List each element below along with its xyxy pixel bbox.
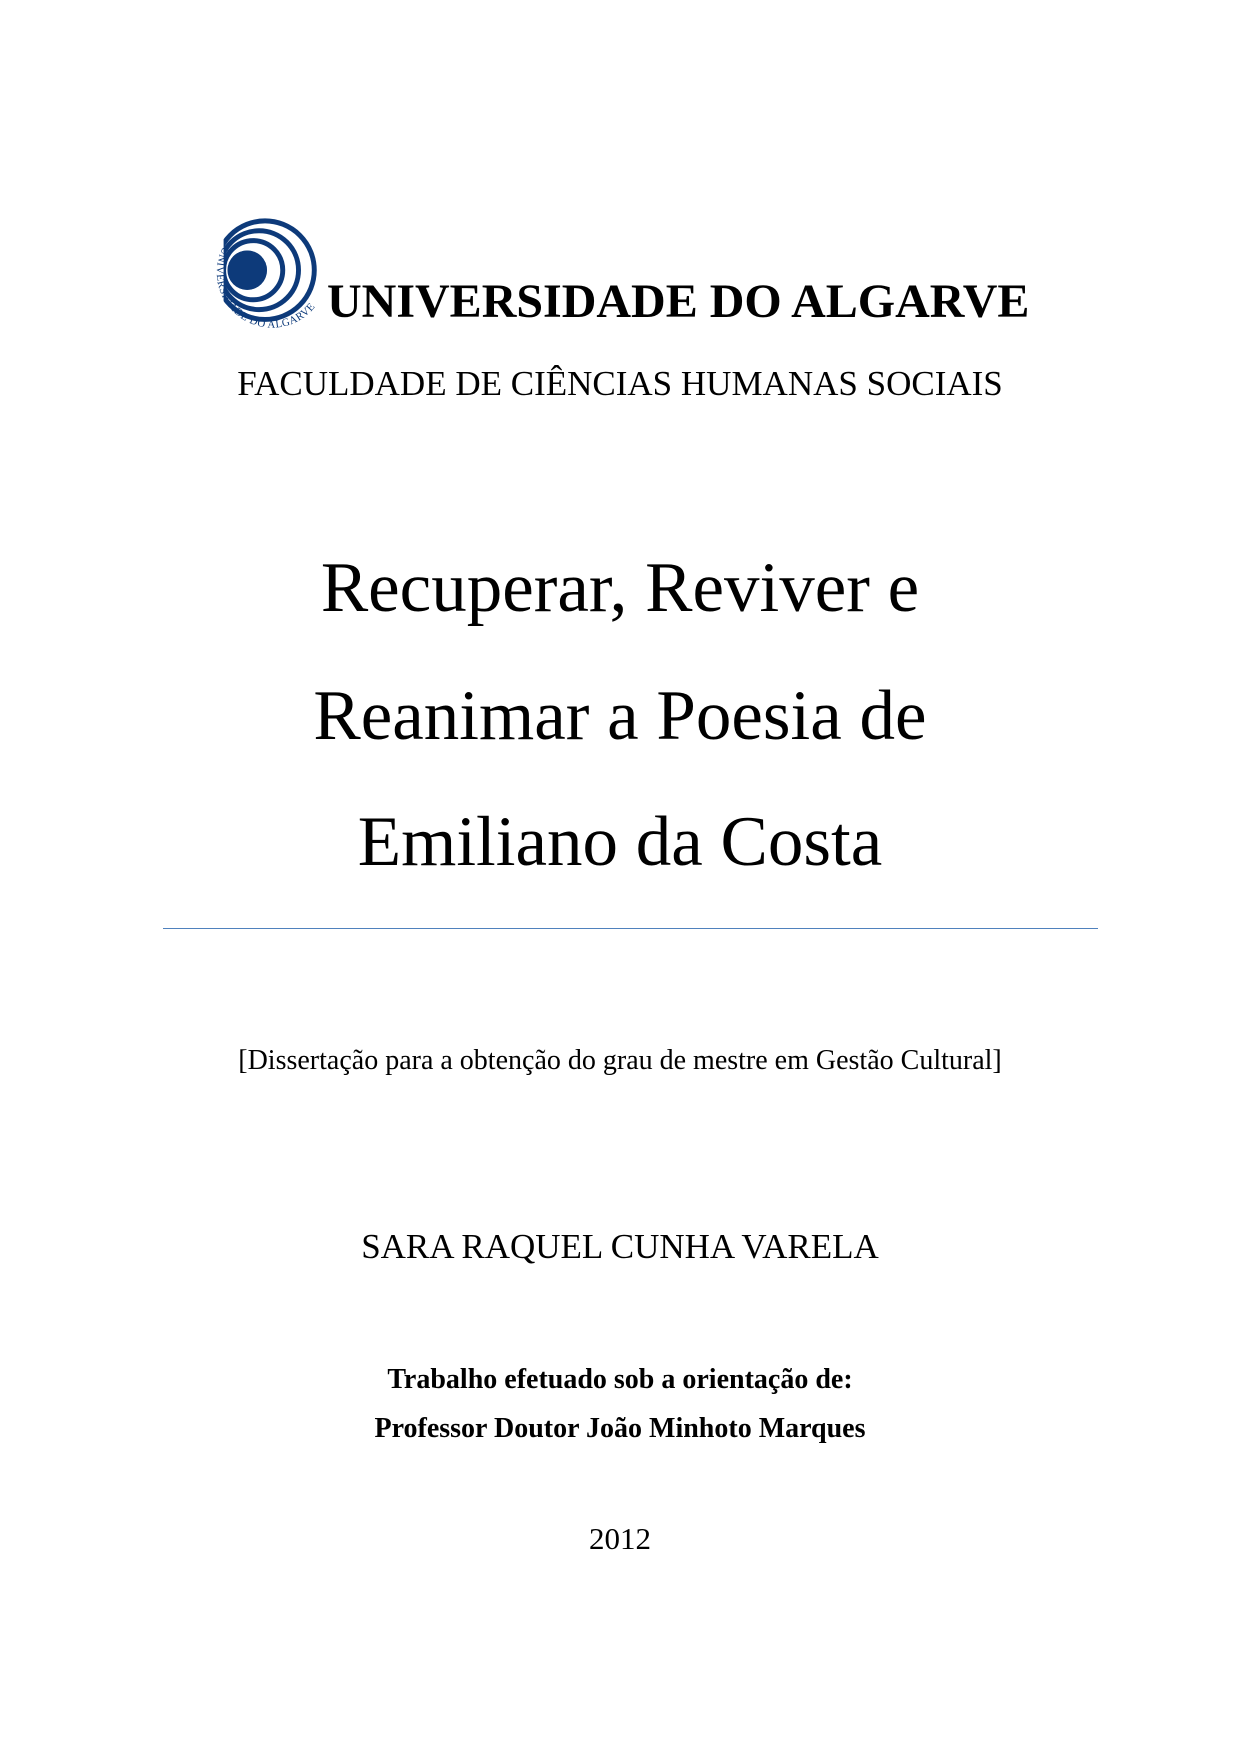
supervision-label: Trabalho efetuado sob a orientação de: xyxy=(387,1364,853,1395)
dissertation-subtitle: [Dissertação para a obtenção do grau de mestre em Gestão Cultural] xyxy=(238,1045,1002,1076)
supervisor-name: Professor Doutor João Minhoto Marques xyxy=(374,1413,866,1444)
author-name: SARA RAQUEL CUNHA VARELA xyxy=(361,1227,879,1266)
title-line-3: Emiliano da Costa xyxy=(357,803,883,881)
university-logo xyxy=(196,213,334,351)
title-divider xyxy=(163,928,1098,929)
university-name: UNIVERSIDADE DO ALGARVE xyxy=(327,275,1030,328)
faculty-name: FACULDADE DE CIÊNCIAS HUMANAS SOCIAIS xyxy=(237,364,1003,403)
year: 2012 xyxy=(589,1521,651,1556)
title-line-2: Reanimar a Poesia de xyxy=(313,677,927,755)
title-line-1: Recuperar, Reviver e xyxy=(320,549,920,627)
logo-ring-text: UNIVERSIDADE DO ALGARVE xyxy=(213,245,318,331)
university-seal-icon xyxy=(196,213,334,351)
